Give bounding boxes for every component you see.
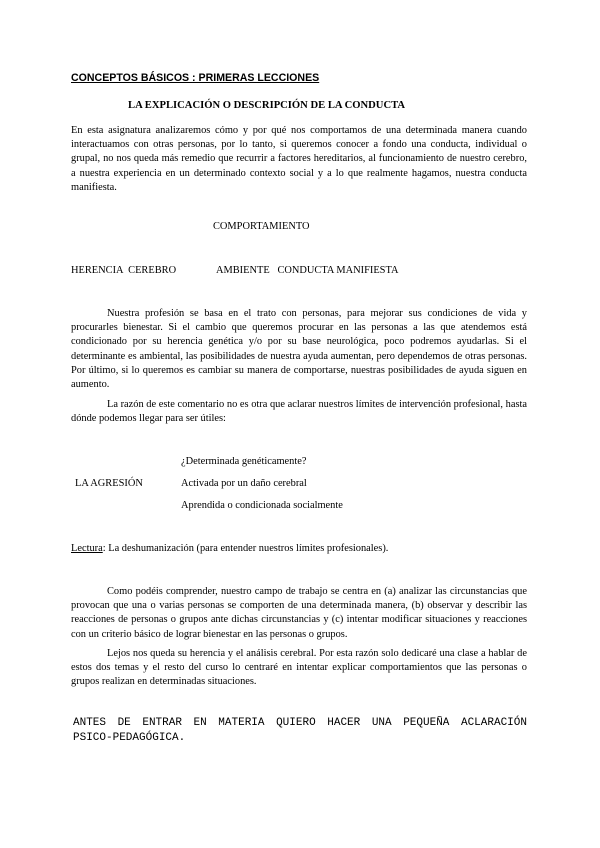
aggression-option: ¿Determinada genéticamente? <box>181 456 307 467</box>
aggression-option: Activada por un daño cerebral <box>181 478 307 489</box>
aggression-label: LA AGRESIÓN <box>75 478 143 489</box>
diagram-right-label: AMBIENTE CONDUCTA MANIFIESTA <box>216 265 399 276</box>
intro-text: En esta asignatura analizaremos cómo y por qué nos comportamos de una determinada manera cuando interactuamos con otras personas, por lo tanto, si queremos conocer a fondo una conducta, individual o grupal, no nos queda más remedio que recurrir a factores hereditarios, al funcionamiento de nuestro cerebro, a nuestra experiencia en un determinado contexto social y a lo que realmente hagamos, nuestra conducta manifiesta. <box>71 125 527 193</box>
paragraph-field-text: Como podéis comprender, nuestro campo de trabajo se centra en (a) analizar las circunstancias que provocan que una o varias personas se comporten de una determinada manera, (b) observar y describir las reacciones de personas o grupos ante dichas circunstancias y (c) intentar modificar situaciones y reacciones con un criterio básico de lograr bienestar en las personas o grupos. <box>71 586 527 640</box>
page-title: CONCEPTOS BÁSICOS : PRIMERAS LECCIONES <box>71 72 320 84</box>
paragraph-reason <box>71 398 527 426</box>
diagram-left-label: HERENCIA CEREBRO <box>71 265 177 276</box>
paragraph-heredity <box>71 647 527 690</box>
closing-statement <box>73 716 527 746</box>
intro-paragraph <box>71 124 527 195</box>
paragraph-profession <box>71 307 527 392</box>
aggression-option: Aprendida o condicionada socialmente <box>181 500 343 511</box>
diagram-center-label: COMPORTAMIENTO <box>213 221 310 232</box>
paragraph-field <box>71 585 527 642</box>
reading-text: : La deshumanización (para entender nuestros límites profesionales). <box>102 543 389 554</box>
section-heading: LA EXPLICACIÓN O DESCRIPCIÓN DE LA CONDUCTA <box>128 100 406 111</box>
paragraph-heredity-text: Lejos nos queda su herencia y el análisis cerebral. Por esta razón solo dedicaré una clase a hablar de estos dos temas y el resto del curso lo centraré en intentar explicar comportamientos que las personas o grupos realizan en determinadas situaciones. <box>71 648 527 688</box>
paragraph-reason-text: La razón de este comentario no es otra que aclarar nuestros límites de intervención profesional, hasta dónde podemos llegar para ser útiles: <box>71 399 527 425</box>
paragraph-profession-text: Nuestra profesión se basa en el trato con personas, para mejorar sus condiciones de vida y procurarles bienestar. Si el cambio que queremos procurar en las personas a las que atendemos está condicionado por su herencia genética y/o por su base neurológica, poco podremos ayudarlas. Si el determinante es ambiental, las posibilidades de nuestra ayuda aumentan, pero dependemos de otras personas. Por último, si lo queremos es cambiar su manera de comportarse, nuestras posibilidades de ayuda siguen en aumento. <box>71 308 527 391</box>
reading-label: Lectura <box>71 543 103 554</box>
reading-line <box>71 543 388 554</box>
closing-text: ANTES DE ENTRAR EN MATERIA QUIERO HACER UNA PEQUEÑA ACLARACIÓN PSICO-PEDAGÓGICA. <box>73 717 527 744</box>
